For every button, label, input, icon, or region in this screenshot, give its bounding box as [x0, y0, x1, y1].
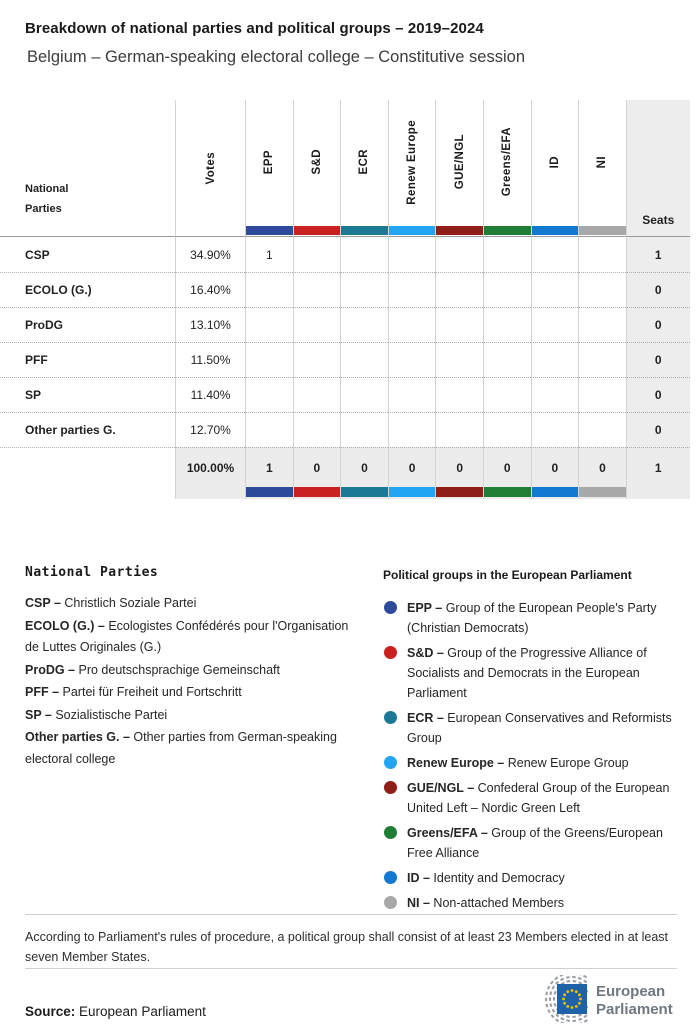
group-color-bar [389, 487, 436, 497]
group-color-dot [384, 896, 397, 909]
group-color-bar [246, 226, 293, 235]
logo-text-line1: European [596, 983, 666, 1000]
votes-cell: 11.50% [175, 342, 245, 377]
logo-text-line2: Parliament [596, 1001, 673, 1018]
group-seat-cell [388, 272, 436, 307]
column-header-seats: Seats [626, 100, 690, 237]
group-seat-cell [293, 412, 341, 447]
legend-party-item: CSP – Christlich Soziale Partei [25, 596, 197, 610]
group-color-dot [384, 871, 397, 884]
column-header-ecr: ECR [340, 100, 388, 237]
legend-group-item: NI – Non-attached Members [383, 893, 685, 913]
seats-cell: 0 [626, 307, 690, 342]
total-group-cell: 0 [340, 447, 388, 499]
group-color-bar [436, 226, 483, 235]
group-color-dot [384, 601, 397, 614]
total-row-label-cell [0, 447, 175, 499]
column-header-epp: EPP [245, 100, 293, 237]
national-parties-legend [25, 565, 365, 771]
group-seat-cell [483, 307, 531, 342]
legend-party-item: ECOLO (G.) – Ecologistes Confédérés pour l'Organisation de Luttes Originales (G.) [25, 618, 349, 654]
group-color-bar [389, 226, 436, 235]
group-seat-cell: 1 [245, 237, 293, 272]
page-subtitle: Belgium – German-speaking electoral college – Constitutive session [27, 48, 526, 66]
group-seat-cell [578, 272, 626, 307]
group-color-bar [484, 487, 531, 497]
column-header-id: ID [531, 100, 579, 237]
column-header-renew-europe: Renew Europe [388, 100, 436, 237]
total-votes-cell: 100.00% [175, 447, 245, 499]
group-seat-cell [340, 342, 388, 377]
column-header-ni: NI [578, 100, 626, 237]
group-seat-cell [483, 412, 531, 447]
group-color-dot [384, 711, 397, 724]
column-header-votes: Votes [175, 100, 245, 237]
total-group-cell: 0 [483, 447, 531, 499]
divider [25, 914, 677, 915]
source-line: Source: European Parliament [25, 1004, 206, 1019]
seats-table [0, 100, 690, 499]
legend-group-item: GUE/NGL – Confederal Group of the European United Left – Nordic Green Left [383, 778, 685, 818]
group-color-bar [341, 487, 388, 497]
group-seat-cell [293, 272, 341, 307]
group-seat-cell [531, 412, 579, 447]
votes-cell: 11.40% [175, 377, 245, 412]
group-seat-cell [531, 377, 579, 412]
seats-cell: 0 [626, 342, 690, 377]
group-seat-cell [245, 307, 293, 342]
seats-cell: 1 [626, 237, 690, 272]
votes-cell: 12.70% [175, 412, 245, 447]
group-seat-cell [245, 272, 293, 307]
legend-party-item: Other parties G. – Other parties from German-speaking electoral college [25, 730, 337, 766]
group-seat-cell [578, 307, 626, 342]
group-color-dot [384, 781, 397, 794]
group-color-bar [341, 226, 388, 235]
group-color-bar [246, 487, 293, 497]
group-seat-cell [435, 272, 483, 307]
legend-parties-heading: National Parties [25, 565, 159, 580]
group-seat-cell [245, 342, 293, 377]
group-seat-cell [531, 237, 579, 272]
european-parliament-logo [528, 975, 686, 1023]
corner-label-line2: Parties [25, 203, 62, 215]
group-seat-cell [435, 412, 483, 447]
group-seat-cell [293, 377, 341, 412]
total-group-cell: 0 [531, 447, 579, 499]
group-seat-cell [340, 412, 388, 447]
group-color-bar [484, 226, 531, 235]
seats-cell: 0 [626, 272, 690, 307]
total-group-cell: 1 [245, 447, 293, 499]
legend-groups-heading: Political groups in the European Parliament [383, 568, 632, 582]
legend-group-item: Renew Europe – Renew Europe Group [383, 753, 685, 773]
group-seat-cell [483, 342, 531, 377]
group-seat-cell [531, 342, 579, 377]
legend-party-item: ProDG – Pro deutschsprachige Gemeinschaft [25, 662, 280, 677]
group-color-bar [294, 226, 341, 235]
group-seat-cell [531, 307, 579, 342]
group-color-dot [384, 756, 397, 769]
seats-cell: 0 [626, 412, 690, 447]
group-seat-cell [578, 412, 626, 447]
party-name-cell: SP [0, 377, 175, 412]
group-seat-cell [388, 377, 436, 412]
legend-party-item: PFF – Partei für Freiheit und Fortschritt [25, 685, 242, 699]
legend-group-item: ECR – European Conservatives and Reformists Group [383, 708, 685, 748]
column-header-gue-ngl: GUE/NGL [435, 100, 483, 237]
group-seat-cell [435, 307, 483, 342]
group-color-dot [384, 646, 397, 659]
group-seat-cell [483, 237, 531, 272]
group-seat-cell [388, 342, 436, 377]
group-seat-cell [483, 377, 531, 412]
party-name-cell: Other parties G. [0, 412, 175, 447]
group-seat-cell [388, 412, 436, 447]
footnote: According to Parliament's rules of procedure, a political group shall consist of at least 23 Members elected in at least seven Member States. [25, 930, 668, 964]
total-group-cell: 0 [388, 447, 436, 499]
page-title: Breakdown of national parties and political groups – 2019–2024 [25, 20, 484, 37]
legend-group-item: ID – Identity and Democracy [383, 868, 685, 888]
column-header-sd: S&D [293, 100, 341, 237]
group-seat-cell [578, 342, 626, 377]
group-seat-cell [340, 237, 388, 272]
group-seat-cell [293, 237, 341, 272]
group-seat-cell [245, 377, 293, 412]
party-name-cell: ProDG [0, 307, 175, 342]
votes-cell: 16.40% [175, 272, 245, 307]
group-seat-cell [435, 342, 483, 377]
group-seat-cell [435, 237, 483, 272]
seats-cell: 0 [626, 377, 690, 412]
group-seat-cell [435, 377, 483, 412]
group-color-bar [532, 226, 579, 235]
party-name-cell: PFF [0, 342, 175, 377]
group-color-bar [294, 487, 341, 497]
legend-group-item: Greens/EFA – Group of the Greens/European Free Alliance [383, 823, 685, 863]
total-group-cell: 0 [293, 447, 341, 499]
votes-cell: 34.90% [175, 237, 245, 272]
group-color-bar [579, 226, 626, 235]
group-seat-cell [293, 307, 341, 342]
corner-label-line1: National [25, 183, 69, 195]
group-color-bar [579, 487, 626, 497]
group-seat-cell [388, 237, 436, 272]
legend-party-item: SP – Sozialistische Partei [25, 707, 168, 722]
eu-flag-icon [557, 984, 587, 1014]
group-color-bar [532, 487, 579, 497]
total-group-cell: 0 [578, 447, 626, 499]
party-name-cell: ECOLO (G.) [0, 272, 175, 307]
political-groups-legend [383, 568, 685, 918]
table-corner-header [0, 100, 175, 237]
column-header-greens-efa: Greens/EFA [483, 100, 531, 237]
group-color-dot [384, 826, 397, 839]
group-seat-cell [340, 307, 388, 342]
group-seat-cell [388, 307, 436, 342]
total-group-cell: 0 [435, 447, 483, 499]
party-name-cell: CSP [25, 247, 50, 262]
group-seat-cell [293, 342, 341, 377]
divider [25, 968, 677, 969]
group-seat-cell [483, 272, 531, 307]
group-color-bar [436, 487, 483, 497]
group-seat-cell [531, 272, 579, 307]
group-seat-cell [578, 237, 626, 272]
total-seats-cell: 1 [626, 447, 690, 499]
group-seat-cell [245, 412, 293, 447]
group-seat-cell [340, 377, 388, 412]
group-seat-cell [340, 272, 388, 307]
votes-cell: 13.10% [175, 307, 245, 342]
legend-group-item: EPP – Group of the European People's Party (Christian Democrats) [383, 598, 685, 638]
legend-group-item: S&D – Group of the Progressive Alliance of Socialists and Democrats in the European Parliament [383, 643, 685, 703]
group-seat-cell [578, 377, 626, 412]
